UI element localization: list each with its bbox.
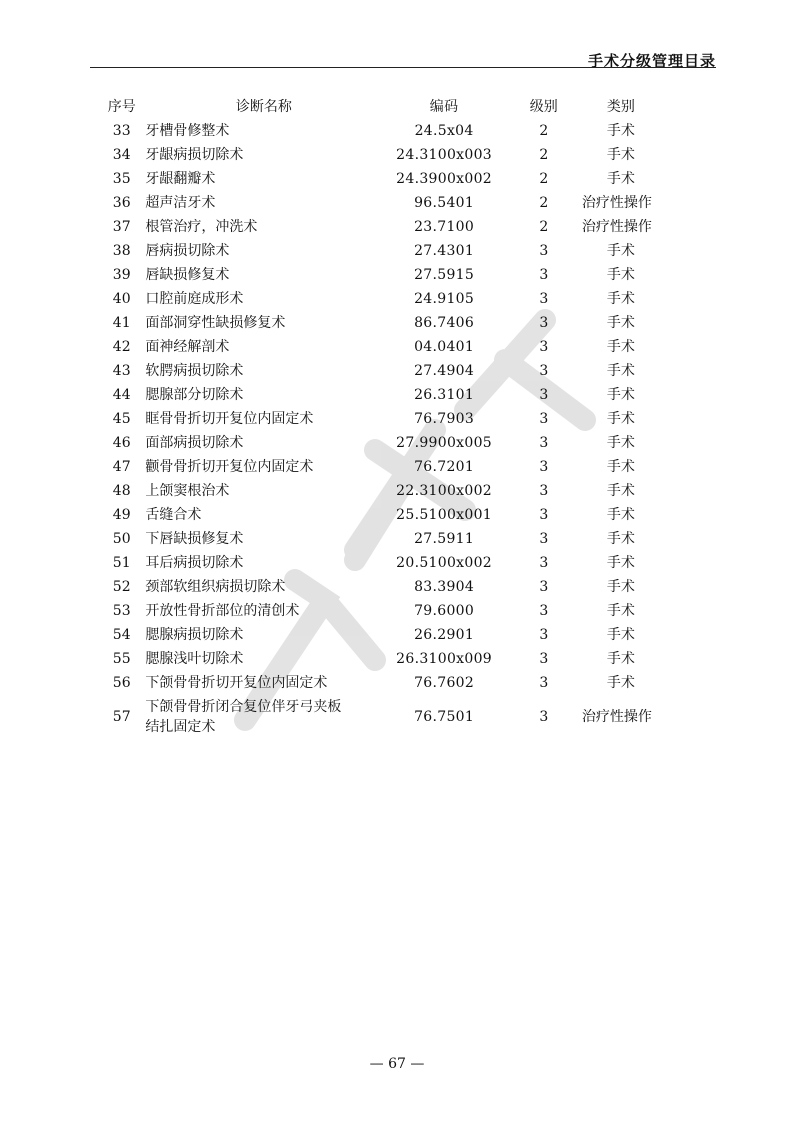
- row-name: 颧骨骨折切开复位内固定术: [145, 459, 314, 475]
- row-num: 37: [112, 219, 131, 235]
- row-name: 唇缺损修复术: [145, 267, 230, 283]
- table-row: [100, 407, 700, 431]
- row-level: 3: [539, 387, 549, 403]
- row-level: 3: [539, 555, 549, 571]
- row-level: 3: [539, 363, 549, 379]
- page-header-title: 手术分级管理目录: [587, 52, 716, 70]
- row-name: 下颌骨骨折切开复位内固定术: [145, 675, 328, 691]
- table-row: [100, 455, 700, 479]
- table-row: [100, 311, 700, 335]
- row-num: 33: [112, 123, 131, 139]
- row-type: 治疗性操作: [581, 195, 652, 211]
- row-num: 54: [112, 627, 131, 643]
- row-type: 手术: [606, 147, 635, 163]
- row-code: 20.5100x002: [396, 555, 492, 571]
- row-code: 24.5x04: [414, 123, 474, 139]
- row-num: 43: [112, 363, 131, 379]
- row-code: 26.3101: [414, 387, 475, 403]
- row-level: 3: [539, 435, 549, 451]
- row-code: 83.3904: [414, 579, 475, 595]
- row-type: 手术: [606, 459, 635, 475]
- row-type: 手术: [606, 315, 635, 331]
- row-code: 26.3100x009: [396, 651, 492, 667]
- row-type: 手术: [606, 171, 635, 187]
- table-row: [100, 623, 700, 647]
- row-code: 76.7903: [414, 411, 475, 427]
- row-name: 眶骨骨折切开复位内固定术: [145, 411, 314, 427]
- row-name: 腮腺病损切除术: [145, 627, 244, 643]
- row-num: 39: [112, 267, 131, 283]
- row-type: 手术: [606, 339, 635, 355]
- row-type: 手术: [606, 603, 635, 619]
- row-num: 45: [112, 411, 131, 427]
- row-num: 38: [112, 243, 131, 259]
- row-type: 手术: [606, 411, 635, 427]
- row-name: 口腔前庭成形术: [145, 291, 244, 307]
- row-code: 27.4904: [414, 363, 475, 379]
- table-row: [100, 263, 700, 287]
- row-name: 唇病损切除术: [145, 243, 230, 259]
- row-name: 下唇缺损修复术: [145, 531, 244, 547]
- row-name: 牙龈病损切除术: [145, 147, 244, 163]
- row-code: 86.7406: [414, 315, 475, 331]
- row-level: 3: [539, 579, 549, 595]
- row-level: 3: [539, 709, 549, 725]
- row-type: 手术: [606, 507, 635, 523]
- row-num: 51: [112, 555, 131, 571]
- row-type: 手术: [606, 267, 635, 283]
- table-row: [100, 383, 700, 407]
- table-row: [100, 167, 700, 191]
- row-level: 2: [539, 219, 549, 235]
- row-type: 手术: [606, 123, 635, 139]
- row-name: 超声洁牙术: [145, 195, 216, 211]
- header-rule: [90, 67, 716, 68]
- row-num: 36: [112, 195, 131, 211]
- row-num: 34: [112, 147, 131, 163]
- row-num: 50: [112, 531, 131, 547]
- row-name: 面部病损切除术: [145, 435, 244, 451]
- table-row: [100, 551, 700, 575]
- row-num: 56: [112, 675, 131, 691]
- row-level: 3: [539, 675, 549, 691]
- table-row: [100, 119, 700, 143]
- row-code: 96.5401: [414, 195, 475, 211]
- table-row: [100, 335, 700, 359]
- row-level: 3: [539, 267, 549, 283]
- header-name: 诊断名称: [235, 99, 292, 115]
- row-type: 手术: [606, 387, 635, 403]
- row-type: 手术: [606, 651, 635, 667]
- row-level: 2: [539, 123, 549, 139]
- table-row: [100, 479, 700, 503]
- table-row: [100, 191, 700, 215]
- row-num: 44: [112, 387, 131, 403]
- row-code: 23.7100: [414, 219, 475, 235]
- header-type: 类别: [606, 99, 635, 115]
- table-row: [100, 671, 700, 695]
- row-name: 开放性骨折部位的清创术: [145, 603, 300, 619]
- row-name: 面部洞穿性缺损修复术: [145, 315, 286, 331]
- row-code: 27.5911: [414, 531, 475, 547]
- row-type: 手术: [606, 243, 635, 259]
- row-num: 52: [112, 579, 131, 595]
- row-name: 牙槽骨修整术: [145, 123, 230, 139]
- row-num: 47: [112, 459, 131, 475]
- row-num: 40: [112, 291, 131, 307]
- row-type: 手术: [606, 627, 635, 643]
- table-row: [100, 287, 700, 311]
- row-code: 79.6000: [414, 603, 475, 619]
- row-name: [143, 695, 382, 739]
- row-code: 76.7501: [414, 709, 475, 725]
- row-name-line-2: 结扎固定术: [145, 719, 216, 735]
- row-name: 牙龈翻瓣术: [145, 171, 216, 187]
- row-type: 手术: [606, 363, 635, 379]
- row-code: 24.9105: [414, 291, 475, 307]
- row-num: 41: [112, 315, 131, 331]
- row-name-line-1: 下颌骨骨折闭合复位伴牙弓夹板: [145, 699, 342, 715]
- table-row: [100, 647, 700, 671]
- table-row: [100, 599, 700, 623]
- header-code: 编码: [429, 99, 459, 115]
- row-type: 治疗性操作: [581, 219, 652, 235]
- table-row: [100, 143, 700, 167]
- row-level: 3: [539, 411, 549, 427]
- table-row: [100, 431, 700, 455]
- row-code: 27.9900x005: [396, 435, 492, 451]
- row-num: 46: [112, 435, 131, 451]
- row-name: 面神经解剖术: [145, 339, 230, 355]
- row-code: 22.3100x002: [396, 483, 492, 499]
- table-row: [100, 503, 700, 527]
- row-name: 软腭病损切除术: [145, 363, 244, 379]
- row-type: 手术: [606, 483, 635, 499]
- row-type: 手术: [606, 291, 635, 307]
- table-header-row: [100, 95, 700, 119]
- row-level: 3: [539, 291, 549, 307]
- row-code: 76.7602: [414, 675, 475, 691]
- row-level: 3: [539, 339, 549, 355]
- row-code: 27.5915: [414, 267, 475, 283]
- row-level: 3: [539, 483, 549, 499]
- row-name: 舌缝合术: [145, 507, 202, 523]
- row-level: 3: [539, 531, 549, 547]
- row-name: 颈部软组织病损切除术: [145, 579, 286, 595]
- row-type: 手术: [606, 435, 635, 451]
- row-name: 根管治疗，冲洗术: [145, 219, 258, 235]
- row-level: 3: [539, 315, 549, 331]
- row-num: 57: [112, 709, 131, 725]
- table-row: [100, 527, 700, 551]
- row-num: 49: [112, 507, 131, 523]
- table-row: [100, 359, 700, 383]
- row-num: 48: [112, 483, 131, 499]
- row-name: 腮腺浅叶切除术: [145, 651, 244, 667]
- row-level: 2: [539, 195, 549, 211]
- row-level: 3: [539, 651, 549, 667]
- row-code: 27.4301: [414, 243, 475, 259]
- row-num: 55: [112, 651, 131, 667]
- row-level: 3: [539, 243, 549, 259]
- table-row: [100, 695, 700, 739]
- row-type: 手术: [606, 579, 635, 595]
- row-num: 35: [112, 171, 131, 187]
- row-level: 3: [539, 627, 549, 643]
- row-code: 24.3900x002: [396, 171, 492, 187]
- table-row: [100, 575, 700, 599]
- row-level: 3: [539, 603, 549, 619]
- row-name: 耳后病损切除术: [145, 555, 244, 571]
- surgery-catalog-table: [100, 95, 700, 739]
- row-type: 手术: [606, 531, 635, 547]
- row-code: 04.0401: [414, 339, 475, 355]
- row-level: 2: [539, 147, 549, 163]
- row-code: 24.3100x003: [396, 147, 492, 163]
- row-level: 3: [539, 459, 549, 475]
- row-code: 25.5100x001: [396, 507, 492, 523]
- row-type: 手术: [606, 675, 635, 691]
- header-level: 级别: [529, 99, 558, 115]
- row-code: 76.7201: [414, 459, 475, 475]
- row-num: 42: [112, 339, 131, 355]
- table-row: [100, 215, 700, 239]
- page-number: — 67 —: [369, 1056, 425, 1072]
- table-row: [100, 239, 700, 263]
- surgery-table-container: [100, 95, 700, 739]
- header-num: 序号: [107, 99, 136, 115]
- row-type: 治疗性操作: [581, 709, 652, 725]
- row-name: 腮腺部分切除术: [145, 387, 244, 403]
- row-code: 26.2901: [414, 627, 475, 643]
- row-level: 2: [539, 171, 549, 187]
- row-name: 上颌窦根治术: [145, 483, 230, 499]
- row-num: 53: [112, 603, 131, 619]
- row-level: 3: [539, 507, 549, 523]
- row-type: 手术: [606, 555, 635, 571]
